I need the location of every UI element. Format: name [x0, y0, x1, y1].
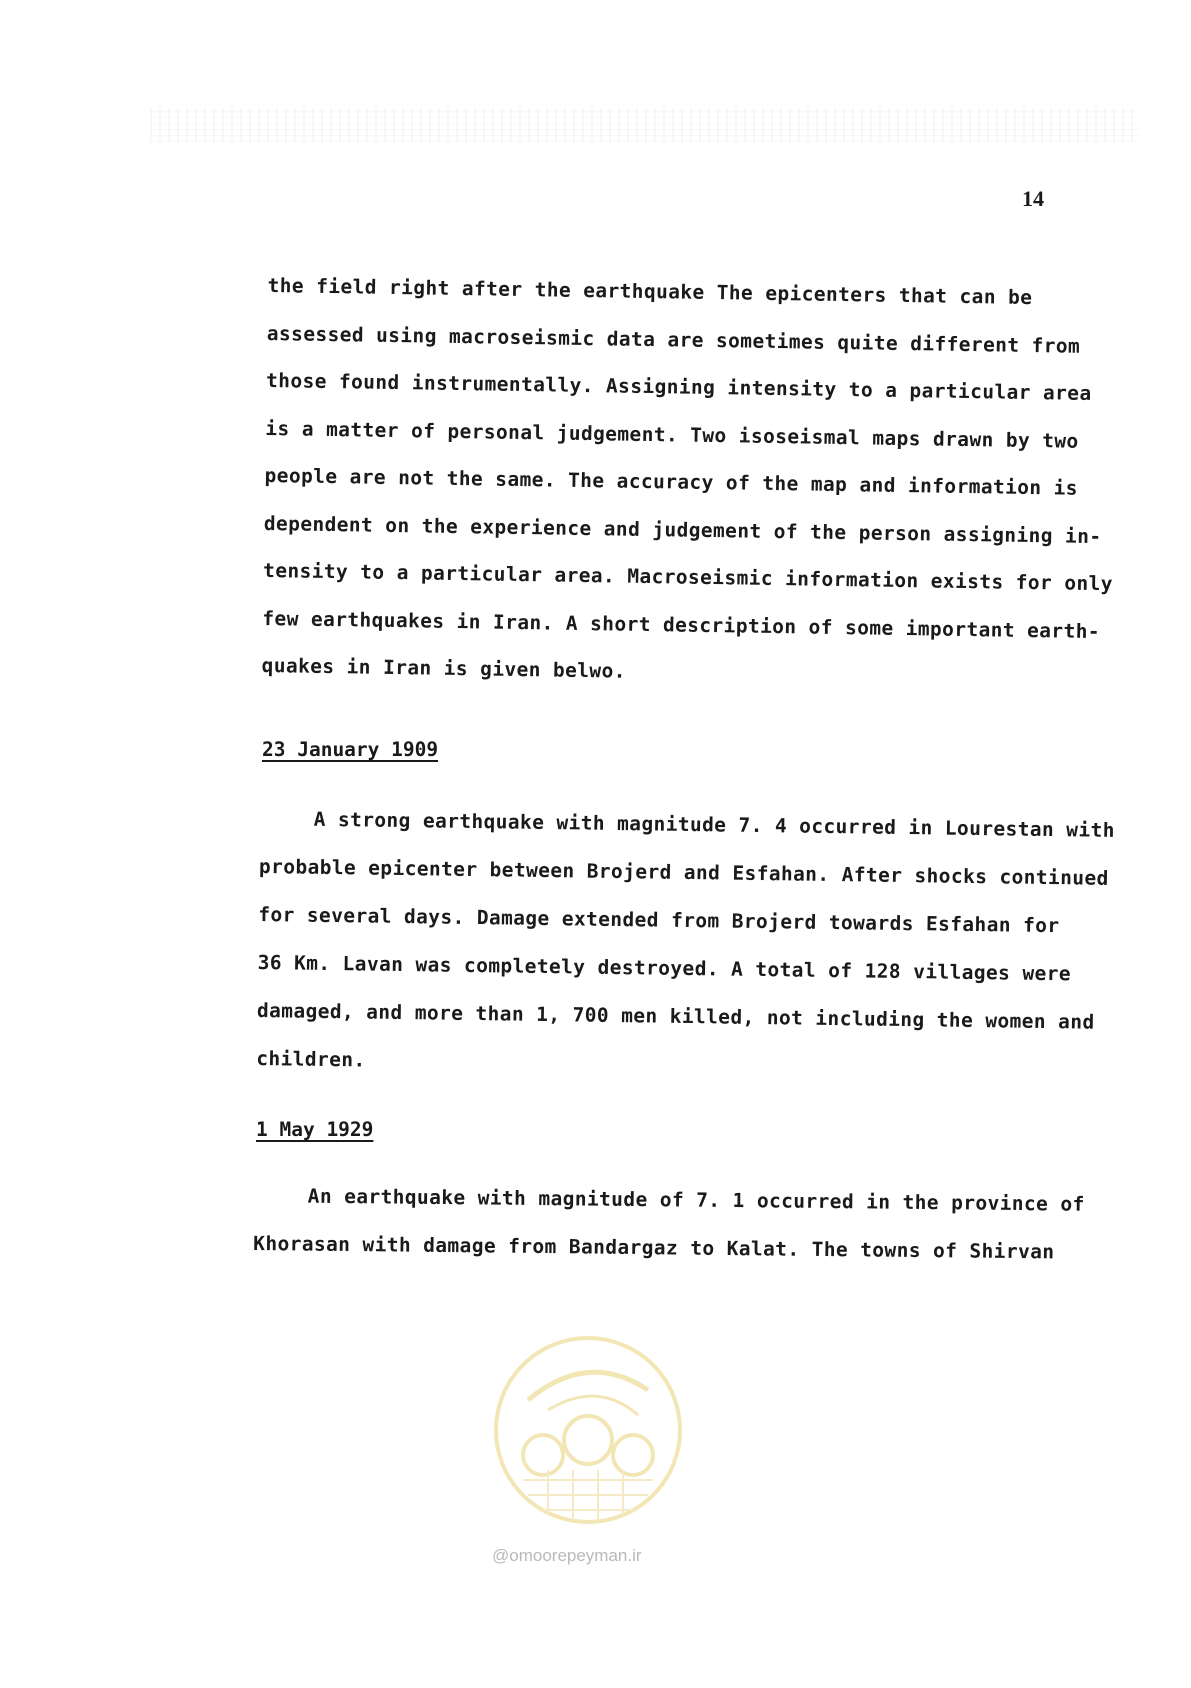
paragraph-line: children. — [256, 1046, 366, 1072]
paragraph-line: Khorasan with damage from Bandargaz to Kalat. The towns of Shirvan — [253, 1231, 1055, 1264]
watermark-url: @omoorepeyman.ir — [492, 1546, 642, 1565]
intro-line: people are not the same. The accuracy of the map and information is — [264, 463, 1079, 500]
paragraph-line: for several days. Damage extended from Brojerd towards Esfahan for — [258, 902, 1060, 938]
intro-line: the field right after the earthquake The epicenters that can be — [267, 273, 1033, 310]
section-paragraph-1929 — [253, 1172, 1085, 1277]
paragraph-line: probable epicenter between Brojerd and Esfahan. After shocks continued — [258, 854, 1109, 890]
intro-line: is a matter of personal judgement. Two isoseismal maps drawn by two — [265, 416, 1079, 453]
section-heading-1909: 23 January 1909 — [262, 738, 439, 761]
section-heading-1929: 1 May 1929 — [256, 1118, 374, 1141]
gear-seal-logo-icon — [488, 1330, 688, 1530]
intro-line: few earthquakes in Iran. A short description of some important earth- — [262, 606, 1101, 643]
intro-line: quakes in Iran is given belwo. — [261, 653, 627, 683]
intro-line: assessed using macroseismic data are sometimes quite different from — [266, 321, 1081, 358]
scan-artifact-band — [150, 108, 1140, 142]
paragraph-line: An earthquake with magnitude of 7. 1 occurred in the province of — [307, 1184, 1085, 1216]
intro-paragraph — [261, 262, 1117, 703]
paragraph-line: 36 Km. Lavan was completely destroyed. A total of 128 villages were — [257, 950, 1072, 986]
intro-line: tensity to a particular area. Macroseismic information exists for only — [262, 558, 1114, 596]
intro-line: dependent on the experience and judgement of the person assigning in- — [263, 511, 1102, 548]
paragraph-line: A strong earthquake with magnitude 7. 4 occurred in Lourestan with — [313, 807, 1115, 842]
section-paragraph-1909 — [256, 795, 1115, 1095]
paragraph-line: damaged, and more than 1, 700 men killed, not including the women and — [256, 998, 1095, 1034]
intro-line: those found instrumentally. Assigning intensity to a particular area — [265, 368, 1092, 405]
page-number: 14 — [1022, 186, 1044, 211]
